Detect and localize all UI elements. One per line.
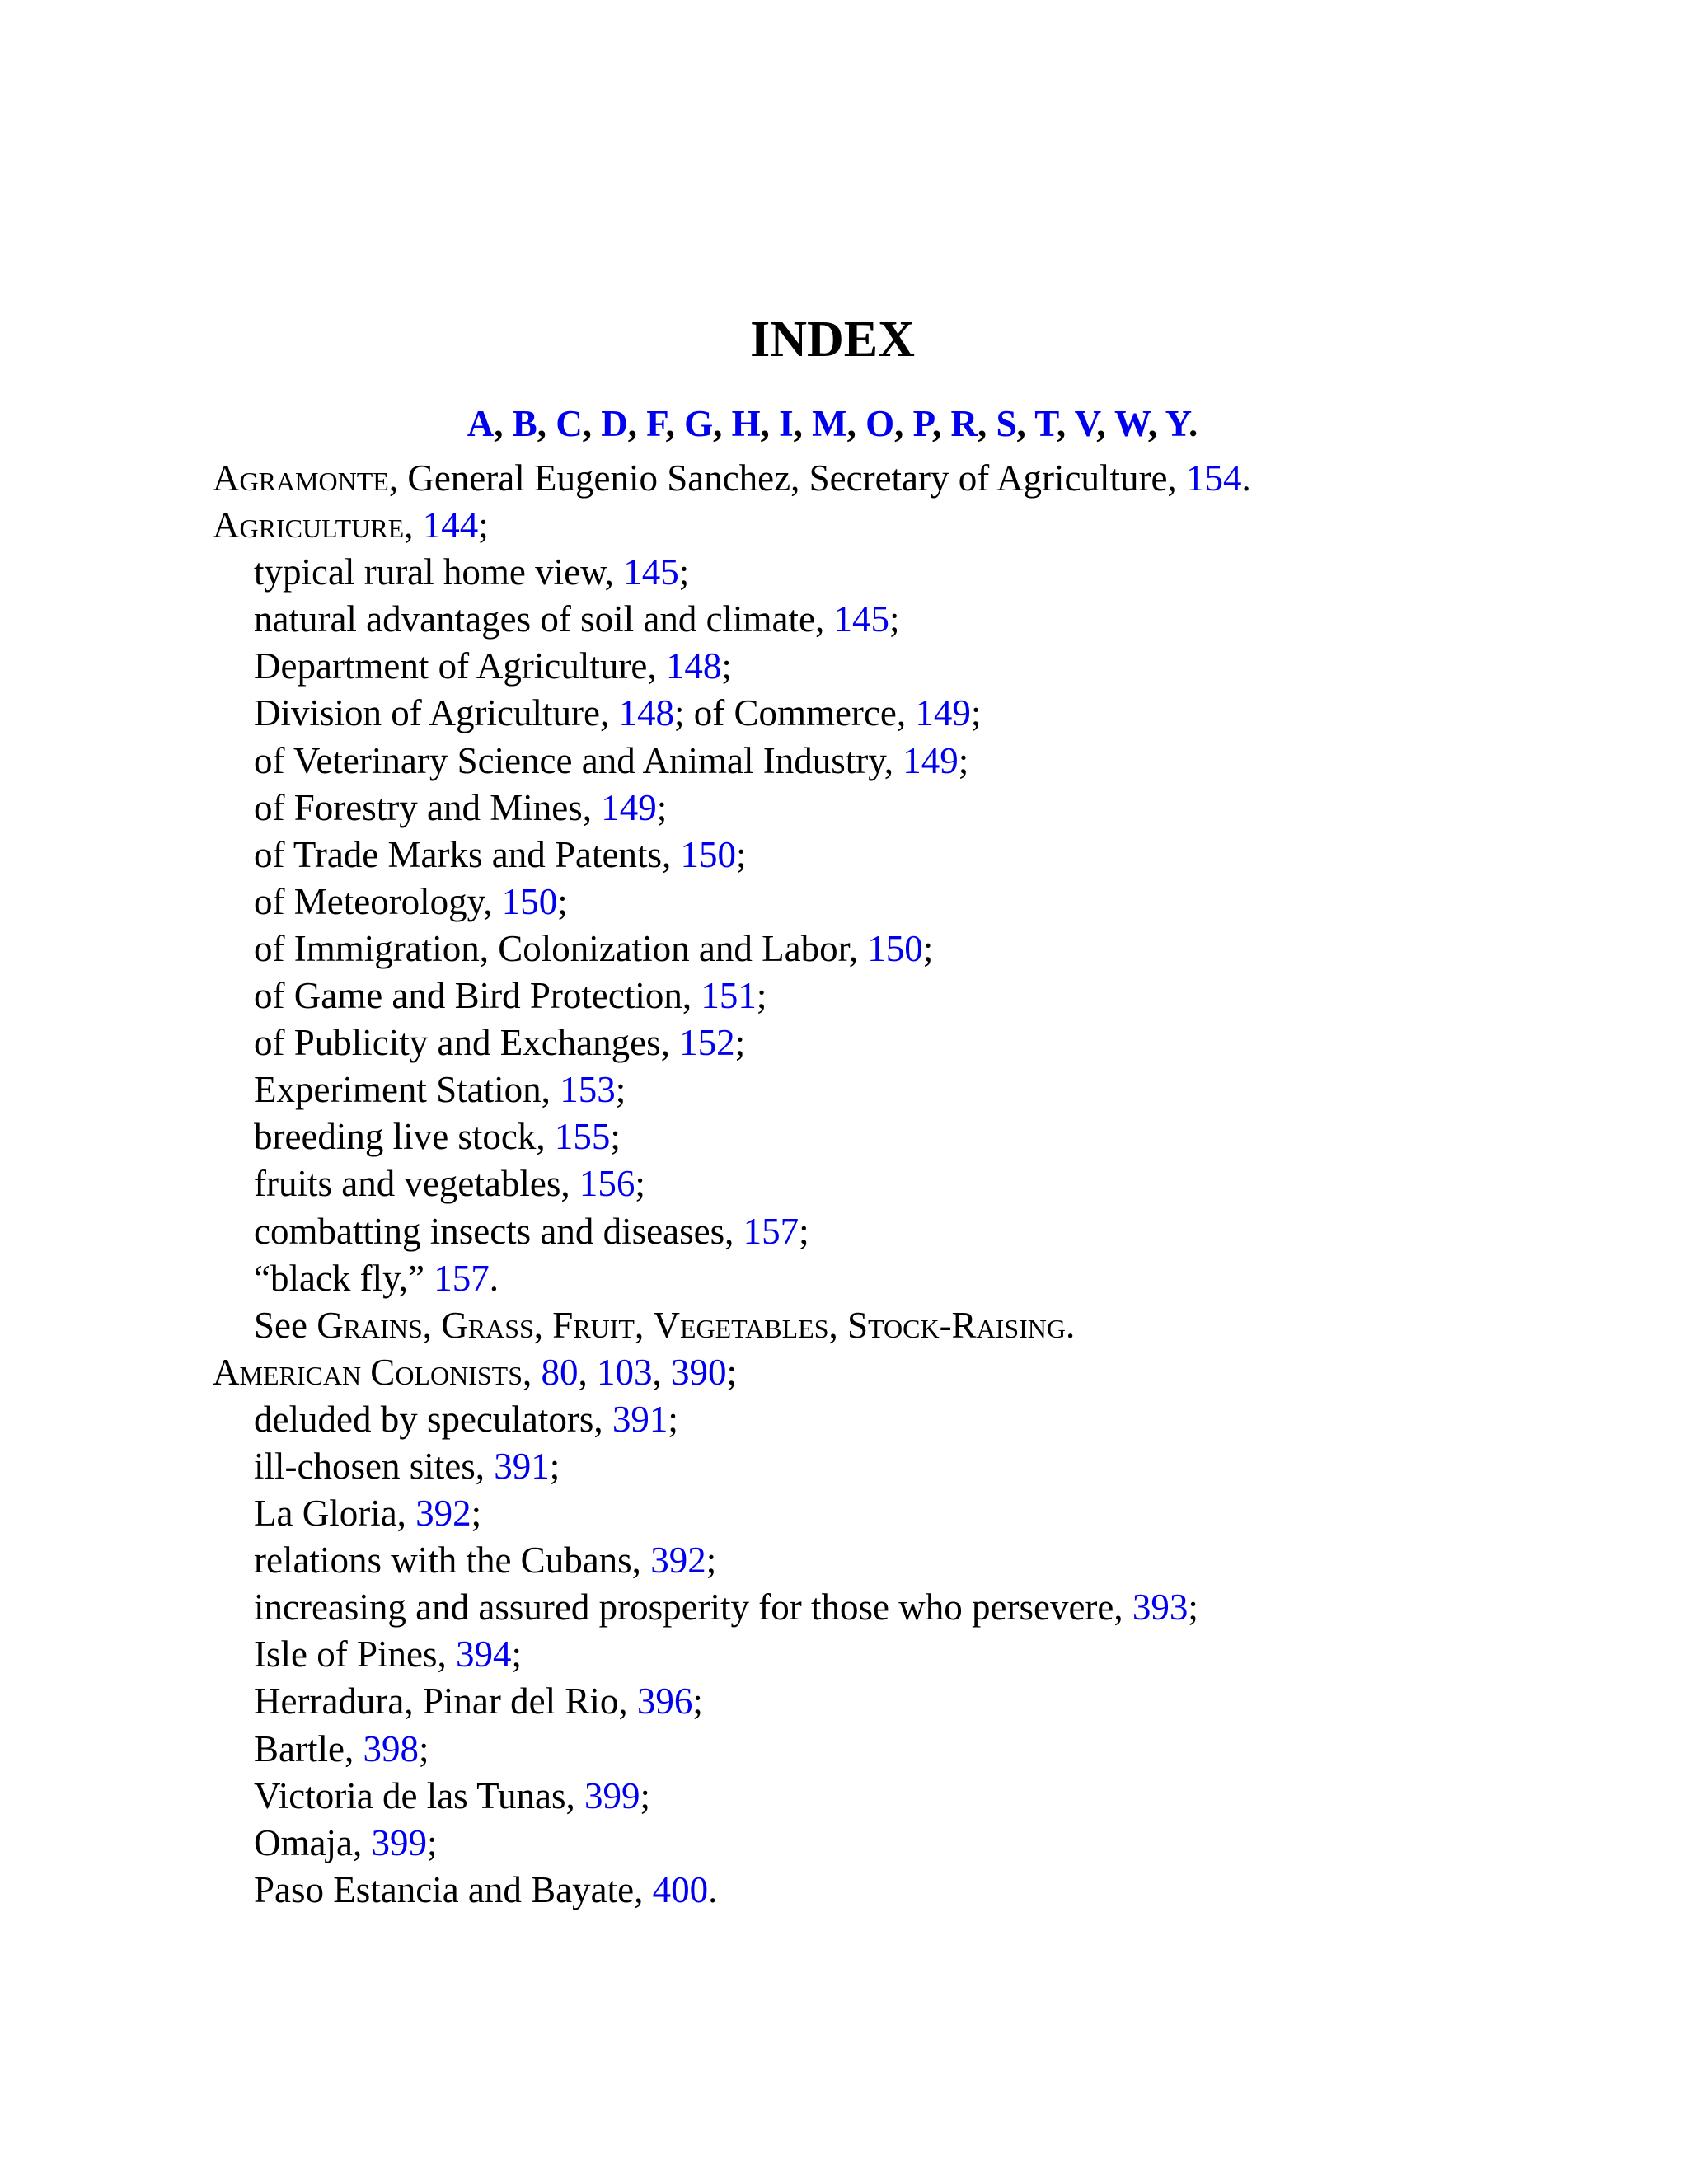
entry-text: ,	[578, 1351, 597, 1393]
entry-text: Victoria de las Tunas,	[254, 1774, 585, 1816]
entry-text: of Forestry and Mines,	[254, 786, 602, 828]
page-link[interactable]: 103	[597, 1351, 653, 1393]
entry-text: ;	[511, 1633, 522, 1675]
index-subentry	[213, 1678, 1647, 1725]
page-link[interactable]: 150	[867, 927, 923, 969]
entry-text: .	[708, 1868, 718, 1910]
entry-text: ;	[958, 739, 969, 781]
index-subentry	[213, 1255, 1647, 1302]
index-subentry	[213, 1208, 1647, 1255]
index-entry	[213, 455, 1647, 502]
entry-text: relations with the Cubans,	[254, 1540, 651, 1582]
letter-separator: ,	[494, 403, 513, 444]
index-subentry	[213, 643, 1647, 690]
page-link[interactable]: 149	[903, 739, 959, 781]
page-link[interactable]: 151	[701, 975, 757, 1017]
entry-text: ;	[668, 1398, 678, 1440]
letter-separator: ,	[1096, 403, 1114, 444]
page-link[interactable]: 144	[422, 504, 479, 546]
entry-text: .	[1241, 457, 1251, 499]
entry-text: .	[489, 1257, 499, 1299]
letter-navigation	[0, 397, 1665, 450]
entry-text: ;	[970, 692, 982, 734]
index-subentry	[213, 1537, 1647, 1584]
letter-link-g[interactable]: G	[684, 403, 714, 444]
letter-separator: ,	[977, 403, 996, 444]
entry-text: natural advantages of soil and climate,	[254, 598, 834, 640]
page-link[interactable]: 393	[1132, 1586, 1189, 1629]
letter-separator: ,	[760, 403, 780, 444]
entry-text: ;	[418, 1727, 429, 1769]
entry-text: ;	[610, 1116, 621, 1158]
index-subentry	[213, 549, 1647, 596]
page-link[interactable]: 150	[501, 880, 558, 922]
page-link[interactable]: 399	[584, 1774, 640, 1816]
index-subentry	[213, 1584, 1647, 1631]
index-subentry	[213, 1443, 1647, 1490]
page-link[interactable]: 153	[560, 1069, 616, 1111]
page-link[interactable]: 80	[541, 1351, 579, 1393]
entry-text: of Trade Marks and Patents,	[254, 833, 681, 875]
page-title: INDEX	[750, 312, 915, 368]
index-subentry	[213, 1726, 1647, 1773]
entry-text: , General Eugenio Sanchez, Secretary of Agriculture,	[388, 457, 1186, 499]
entry-text: .	[1066, 1304, 1076, 1346]
entry-text: ;	[922, 927, 934, 969]
entry-text: breeding live stock,	[254, 1116, 555, 1158]
entry-text: ,	[533, 1304, 553, 1346]
letter-separator: ,	[582, 403, 602, 444]
index-subentry	[213, 1867, 1647, 1914]
index-heading: Agramonte	[213, 457, 389, 499]
index-heading: Fruit	[552, 1304, 635, 1346]
letter-separator: ,	[846, 403, 866, 444]
entry-text: ;	[735, 833, 747, 875]
index-heading: Agriculture	[213, 504, 405, 546]
entry-text: ,	[652, 1351, 671, 1393]
page-link[interactable]: 157	[743, 1210, 799, 1252]
page-link[interactable]: 155	[554, 1116, 611, 1158]
letter-link-p[interactable]: P	[912, 403, 932, 444]
index-entries	[213, 455, 1647, 1914]
entry-text: ; of Commerce,	[673, 692, 916, 734]
index-subentry	[213, 1820, 1647, 1867]
index-subentry	[213, 690, 1647, 737]
index-subentry	[213, 596, 1647, 643]
letter-link-t[interactable]: T	[1034, 403, 1057, 444]
letter-separator: ,	[665, 403, 685, 444]
entry-text: ;	[656, 786, 668, 828]
entry-text: typical rural home view,	[254, 551, 624, 593]
letter-separator: ,	[537, 403, 556, 444]
letter-separator: ,	[627, 403, 647, 444]
entry-text: fruits and vegetables,	[254, 1163, 579, 1205]
entry-text: ;	[1188, 1586, 1198, 1629]
index-subentry	[213, 1631, 1647, 1678]
index-heading: Grains	[316, 1304, 423, 1346]
page-link[interactable]: 152	[679, 1022, 735, 1064]
entry-text: ,	[523, 1351, 542, 1393]
index-subentry	[213, 1396, 1647, 1443]
entry-text: ;	[799, 1210, 809, 1252]
entry-text: Isle of Pines,	[254, 1633, 456, 1675]
entry-text: Paso Estancia and Bayate,	[254, 1868, 653, 1910]
page-link[interactable]: 150	[680, 833, 736, 875]
entry-text: ill-chosen sites,	[254, 1445, 495, 1487]
letter-separator: ,	[793, 403, 813, 444]
entry-text: ,	[828, 1304, 848, 1346]
index-subentry	[213, 1113, 1647, 1160]
letter-link-d[interactable]: D	[601, 403, 628, 444]
letter-link-c[interactable]: C	[556, 403, 583, 444]
index-entry	[213, 1349, 1647, 1396]
entry-text: La Gloria,	[254, 1493, 416, 1535]
entry-text: ,	[404, 504, 423, 546]
index-subentry	[213, 738, 1647, 785]
entry-text: Omaja,	[254, 1821, 372, 1863]
entry-text: Bartle,	[254, 1727, 363, 1769]
letter-separator: ,	[1147, 403, 1165, 444]
page-link[interactable]: 156	[579, 1163, 635, 1205]
entry-text: ;	[426, 1821, 438, 1863]
entry-text: deluded by speculators,	[254, 1398, 612, 1440]
entry-text: ;	[889, 598, 900, 640]
letter-link-f[interactable]: F	[646, 403, 666, 444]
index-heading: Grass	[441, 1304, 534, 1346]
entry-text: ;	[471, 1493, 482, 1535]
entry-text: ;	[692, 1680, 703, 1722]
letter-separator: ,	[1016, 403, 1035, 444]
page-link[interactable]: 400	[652, 1868, 709, 1910]
page-link[interactable]: 396	[636, 1680, 693, 1722]
entry-text: Department of Agriculture,	[254, 645, 666, 687]
entry-text: ;	[615, 1069, 626, 1111]
letter-link-a[interactable]: A	[467, 403, 495, 444]
entry-text: ;	[640, 1774, 651, 1816]
index-entry	[213, 502, 1647, 549]
index-subentry	[213, 879, 1647, 926]
page-link[interactable]: 398	[363, 1727, 419, 1769]
letter-separator: ,	[713, 403, 732, 444]
letter-link-w[interactable]: W	[1114, 403, 1148, 444]
page-link[interactable]: 390	[671, 1351, 727, 1393]
letter-link-y[interactable]: Y	[1165, 403, 1189, 444]
entry-text: of Game and Bird Protection,	[254, 975, 701, 1017]
entry-text: ;	[734, 1022, 746, 1064]
page-link[interactable]: 145	[623, 551, 679, 593]
index-heading: Stock-Raising	[847, 1304, 1067, 1346]
entry-text: See	[254, 1304, 317, 1346]
letter-link-s[interactable]: S	[996, 403, 1017, 444]
index-subentry	[213, 832, 1647, 879]
entry-text: ;	[478, 504, 489, 546]
page-link[interactable]: 157	[434, 1257, 490, 1299]
entry-text: Division of Agriculture,	[254, 692, 619, 734]
letter-separator: ,	[894, 403, 913, 444]
index-heading: Vegetables	[653, 1304, 829, 1346]
entry-text: Experiment Station,	[254, 1069, 560, 1111]
entry-text: of Veterinary Science and Animal Industry,	[254, 739, 903, 781]
entry-text: combatting insects and diseases,	[254, 1210, 743, 1252]
entry-text: ;	[549, 1445, 560, 1487]
entry-text: of Meteorology,	[254, 880, 502, 922]
index-subentry	[213, 785, 1647, 832]
index-subentry	[213, 972, 1647, 1019]
page-link[interactable]: 149	[601, 786, 657, 828]
index-heading: American Colonists	[213, 1351, 523, 1393]
page-link[interactable]: 399	[371, 1821, 427, 1863]
entry-text: ;	[678, 551, 690, 593]
letter-link-i[interactable]: I	[779, 403, 794, 444]
page-link[interactable]: 391	[612, 1398, 668, 1440]
index-subentry	[213, 1066, 1647, 1113]
entry-text: ,	[634, 1304, 654, 1346]
index-subentry	[213, 1773, 1647, 1820]
entry-text: ,	[422, 1304, 442, 1346]
letter-link-b[interactable]: B	[512, 403, 537, 444]
index-subentry	[213, 1302, 1647, 1349]
index-subentry	[213, 1160, 1647, 1207]
letter-link-h[interactable]: H	[731, 403, 761, 444]
entry-text: Herradura, Pinar del Rio,	[254, 1680, 637, 1722]
entry-text: of Immigration, Colonization and Labor,	[254, 927, 868, 969]
entry-text: ;	[726, 1351, 738, 1393]
page-link[interactable]: 391	[494, 1445, 550, 1487]
entry-text: increasing and assured prosperity for those who persevere,	[254, 1586, 1132, 1629]
letter-link-r[interactable]: R	[950, 403, 978, 444]
index-subentry	[213, 926, 1647, 972]
entry-text: ;	[756, 975, 767, 1017]
entry-text: ;	[706, 1540, 717, 1582]
page-link[interactable]: 149	[915, 692, 971, 734]
entry-text: ;	[721, 645, 732, 687]
letter-link-o[interactable]: O	[865, 403, 895, 444]
page-link[interactable]: 392	[650, 1540, 706, 1582]
page-link[interactable]: 145	[833, 598, 889, 640]
letter-separator: .	[1189, 403, 1198, 444]
entry-text: ;	[557, 880, 568, 922]
letter-link-m[interactable]: M	[812, 403, 847, 444]
index-subentry	[213, 1019, 1647, 1066]
letter-link-v[interactable]: V	[1074, 403, 1097, 444]
entry-text: “black fly,”	[254, 1257, 434, 1299]
letter-separator: ,	[1056, 403, 1075, 444]
entry-text: ;	[635, 1163, 645, 1205]
page-link[interactable]: 148	[618, 692, 674, 734]
page-link[interactable]: 154	[1185, 457, 1242, 499]
letter-separator: ,	[931, 403, 951, 444]
page-link[interactable]: 394	[455, 1633, 512, 1675]
index-subentry	[213, 1490, 1647, 1537]
page-link[interactable]: 148	[665, 645, 722, 687]
page-link[interactable]: 392	[415, 1493, 471, 1535]
entry-text: of Publicity and Exchanges,	[254, 1022, 680, 1064]
